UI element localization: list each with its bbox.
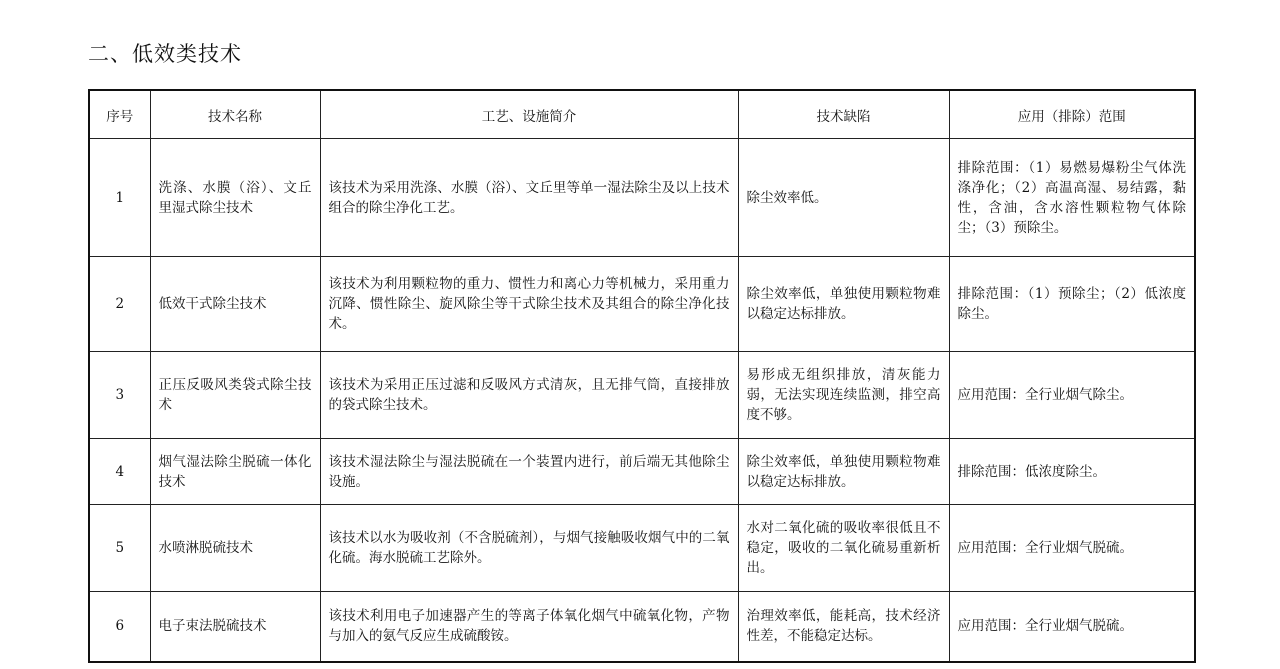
- tech-defect: 水对二氧化硫的吸收率很低且不稳定，吸收的二氧化硫易重新析出。: [738, 505, 949, 592]
- scope: 应用范围：全行业烟气脱硫。: [949, 505, 1195, 592]
- tech-defect: 除尘效率低。: [738, 139, 949, 257]
- scope: 排除范围：低浓度除尘。: [949, 439, 1195, 505]
- scope: 排除范围：（1）易燃易爆粉尘气体洗涤净化；（2）高温高湿、易结露，黏性，含油，含水溶性颗粒物气体除尘；（3）预除尘。: [949, 139, 1195, 257]
- section-title: 二、低效类技术: [88, 42, 242, 66]
- tech-defect: 除尘效率低，单独使用颗粒物难以稳定达标排放。: [738, 439, 949, 505]
- process-intro: 该技术以水为吸收剂（不含脱硫剂），与烟气接触吸收烟气中的二氧化硫。海水脱硫工艺除外。: [320, 505, 738, 592]
- table-row: [89, 505, 1195, 592]
- table-row: [89, 139, 1195, 257]
- tech-name: 水喷淋脱硫技术: [150, 505, 320, 592]
- table-header: [89, 90, 1195, 139]
- tech-defect: 除尘效率低，单独使用颗粒物难以稳定达标排放。: [738, 257, 949, 352]
- header-tech-defect: 技术缺陷: [738, 90, 949, 139]
- scope: 排除范围：（1）预除尘；（2）低浓度除尘。: [949, 257, 1195, 352]
- table-body: [89, 139, 1195, 662]
- header-tech-name: 技术名称: [150, 90, 320, 139]
- header-process-intro: 工艺、设施简介: [320, 90, 738, 139]
- process-intro: 该技术利用电子加速器产生的等离子体氧化烟气中硫氧化物，产物与加入的氨气反应生成硫酸铵。: [320, 592, 738, 662]
- process-intro: 该技术为采用洗涤、水膜（浴）、文丘里等单一湿法除尘及以上技术组合的除尘净化工艺。: [320, 139, 738, 257]
- row-number: 3: [89, 352, 150, 439]
- process-intro: 该技术湿法除尘与湿法脱硫在一个装置内进行，前后端无其他除尘设施。: [320, 439, 738, 505]
- table-row: [89, 592, 1195, 662]
- scope: 应用范围：全行业烟气除尘。: [949, 352, 1195, 439]
- header-seq: 序号: [89, 90, 150, 139]
- tech-name: 电子束法脱硫技术: [150, 592, 320, 662]
- tech-name: 正压反吸风类袋式除尘技术: [150, 352, 320, 439]
- tech-name: 洗涤、水膜（浴）、文丘里湿式除尘技术: [150, 139, 320, 257]
- tech-defect: 易形成无组织排放，清灰能力弱，无法实现连续监测，排空高度不够。: [738, 352, 949, 439]
- row-number: 2: [89, 257, 150, 352]
- table-row: [89, 439, 1195, 505]
- scope: 应用范围：全行业烟气脱硫。: [949, 592, 1195, 662]
- table-row: [89, 257, 1195, 352]
- row-number: 6: [89, 592, 150, 662]
- tech-name: 低效干式除尘技术: [150, 257, 320, 352]
- table-row: [89, 352, 1195, 439]
- tech-defect: 治理效率低，能耗高，技术经济性差，不能稳定达标。: [738, 592, 949, 662]
- header-scope: 应用（排除）范围: [949, 90, 1195, 139]
- row-number: 4: [89, 439, 150, 505]
- row-number: 1: [89, 139, 150, 257]
- header-row: [89, 90, 1195, 139]
- low-efficiency-tech-table: [88, 89, 1196, 663]
- process-intro: 该技术为采用正压过滤和反吸风方式清灰，且无排气筒，直接排放的袋式除尘技术。: [320, 352, 738, 439]
- tech-name: 烟气湿法除尘脱硫一体化技术: [150, 439, 320, 505]
- process-intro: 该技术为利用颗粒物的重力、惯性力和离心力等机械力，采用重力沉降、惯性除尘、旋风除尘等干式除尘技术及其组合的除尘净化技术。: [320, 257, 738, 352]
- row-number: 5: [89, 505, 150, 592]
